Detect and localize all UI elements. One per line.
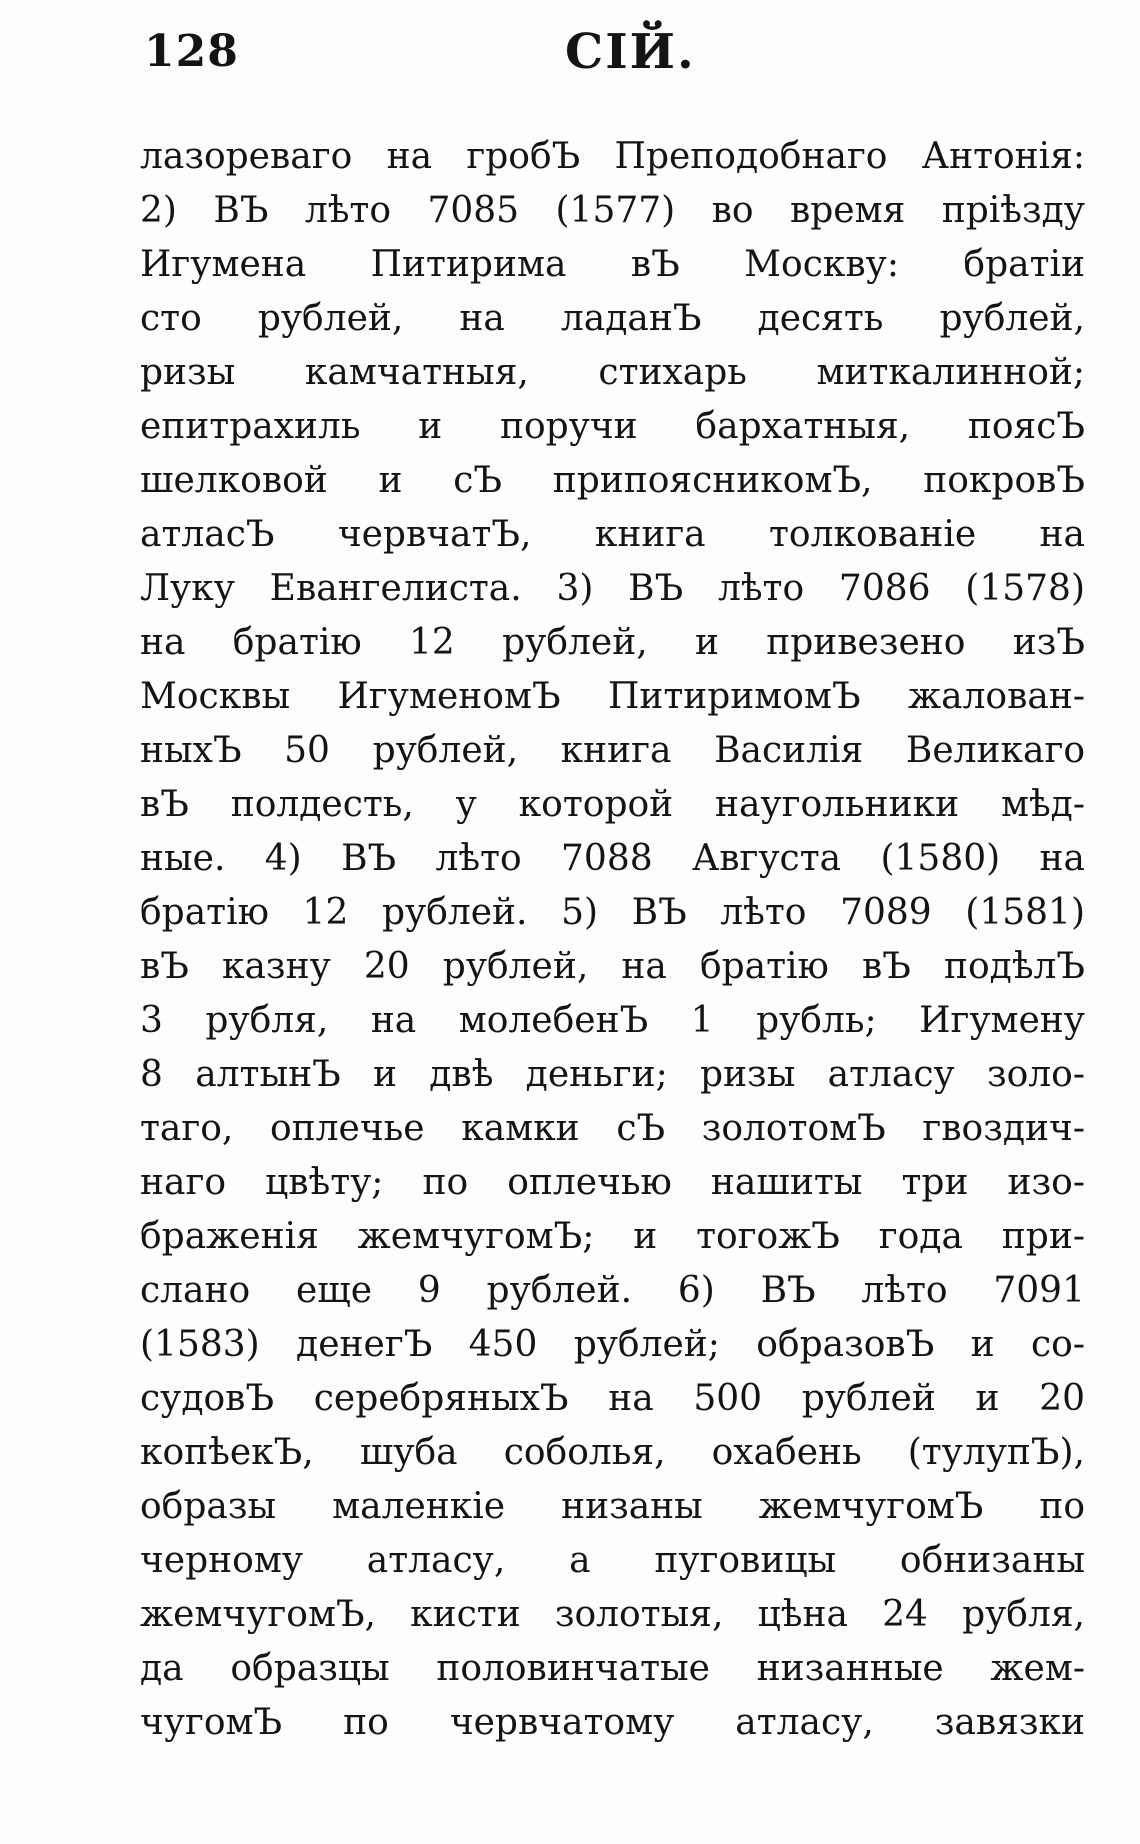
text-line: на братію 12 рублей, и привезено изЪ xyxy=(140,622,1085,663)
text-line: черному атласу, а пуговицы обнизаны xyxy=(140,1540,1085,1581)
text-line: шелковой и сЪ припоясникомЪ, покровЪ xyxy=(140,460,1085,501)
text-line: чугомЪ по червчатому атласу, завязки xyxy=(140,1702,1085,1743)
running-head: СІЙ. xyxy=(565,24,696,80)
text-line: слано еще 9 рублей. 6) ВЪ лѣто 7091 xyxy=(140,1270,1085,1311)
text-line: (1583) денегЪ 450 рублей; образовЪ и со- xyxy=(140,1324,1085,1365)
text-line: жемчугомЪ, кисти золотыя, цѣна 24 рубля, xyxy=(140,1594,1085,1635)
text-line: 8 алтынЪ и двѣ деньги; ризы атласу золо- xyxy=(140,1054,1085,1095)
text-line: 2) ВЪ лѣто 7085 (1577) во время пріѣзду xyxy=(140,190,1085,231)
text-line: образы маленкіе низаны жемчугомЪ по xyxy=(140,1486,1085,1527)
text-line: 3 рубля, на молебенЪ 1 рубль; Игумену xyxy=(140,1000,1085,1041)
text-line: лазореваго на гробЪ Преподобнаго Антонія: xyxy=(140,136,1085,177)
text-line: копѣекЪ, шуба соболья, охабень (тулупЪ), xyxy=(140,1432,1085,1473)
text-line: наго цвѣту; по оплечью нашиты три изо- xyxy=(140,1162,1085,1203)
text-line: ныхЪ 50 рублей, книга Василія Великаго xyxy=(140,730,1085,771)
text-line: братію 12 рублей. 5) ВЪ лѣто 7089 (1581) xyxy=(140,892,1085,933)
text-line: браженія жемчугомЪ; и тогожЪ года при- xyxy=(140,1216,1085,1257)
text-line: да образцы половинчатые низанные жем- xyxy=(140,1648,1085,1689)
text-line: ризы камчатныя, стихарь миткалинной; xyxy=(140,352,1085,393)
text-line: Москвы ИгуменомЪ ПитиримомЪ жалован- xyxy=(140,676,1085,717)
page-number: 128 xyxy=(144,26,239,77)
text-line: Игумена Питирима вЪ Москву: братіи xyxy=(140,244,1085,285)
text-line: Луку Евангелиста. 3) ВЪ лѣто 7086 (1578) xyxy=(140,568,1085,609)
text-line: атласЪ червчатЪ, книга толкованіе на xyxy=(140,514,1085,555)
text-line: сто рублей, на ладанЪ десять рублей, xyxy=(140,298,1085,339)
body-text xyxy=(140,130,1085,1750)
text-line: таго, оплечье камки сЪ золотомЪ гвоздич- xyxy=(140,1108,1085,1149)
text-line: вЪ полдесть, у которой наугольники мѣд- xyxy=(140,784,1085,825)
text-line: вЪ казну 20 рублей, на братію вЪ подѣлЪ xyxy=(140,946,1085,987)
text-line: епитрахиль и поручи бархатныя, поясЪ xyxy=(140,406,1085,447)
text-line: судовЪ серебряныхЪ на 500 рублей и 20 xyxy=(140,1378,1085,1419)
text-line: ные. 4) ВЪ лѣто 7088 Августа (1580) на xyxy=(140,838,1085,879)
